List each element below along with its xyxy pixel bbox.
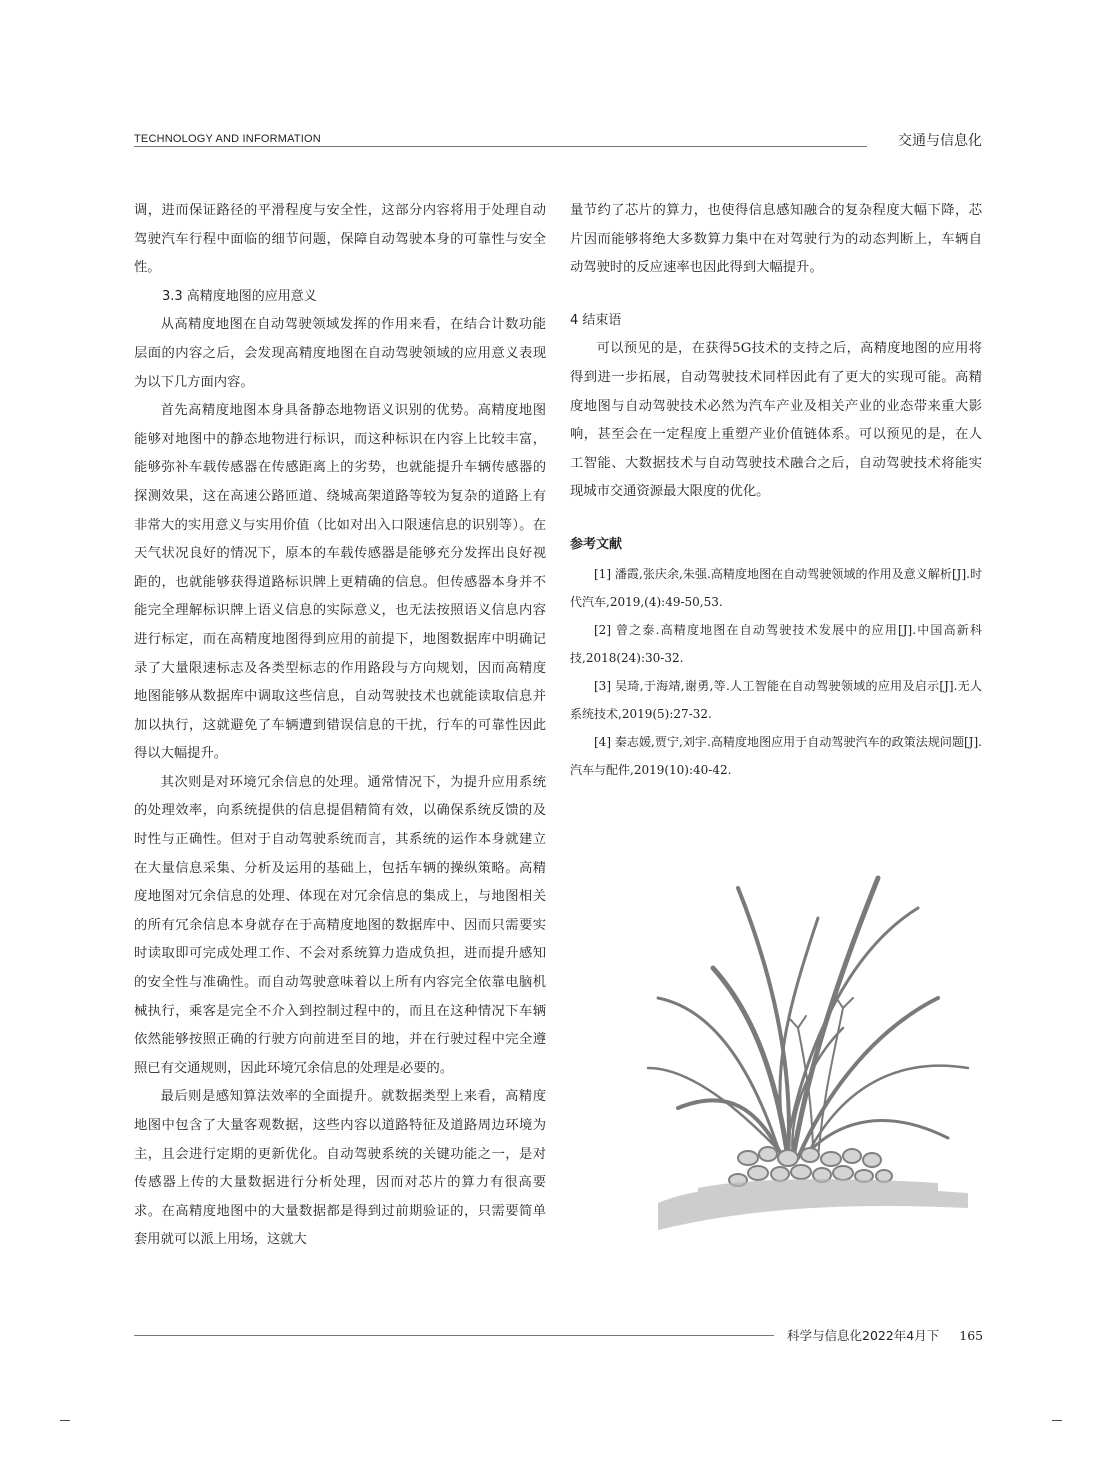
page-footer (787, 1326, 983, 1344)
reference-item: [4] 秦志媛,贾宁,刘宇.高精度地图应用于自动驾驶汽车的政策法规问题[J].汽车与配件,2019(10):40-42. (570, 734, 982, 777)
reference-item: [1] 潘霞,张庆余,朱强.高精度地图在自动驾驶领域的作用及意义解析[J].时代汽车,2019,(4):49-50,53. (570, 566, 982, 609)
crop-mark (60, 1420, 70, 1421)
crop-mark (1052, 1420, 1062, 1421)
paragraph: 最后则是感知算法效率的全面提升。就数据类型上来看，高精度地图中包含了大量客观数据，这些内容以道路特征及道路周边环境为主，且会进行定期的更新优化。自动驾驶系统的关键功能之一，是对传感器上传的大量数据进行分析处理，因而对芯片的算力有很高要求。在高精度地图中的大量数据都是得到过前期验证的，只需要简单套用就可以派上用场，这就大 (134, 1089, 546, 1248)
leaf-stroke (713, 968, 788, 1158)
section-heading-4: 4 结束语 (570, 312, 622, 328)
left-column (134, 197, 546, 1255)
journal-name: 科学与信息化2022年4月下 (787, 1328, 940, 1343)
paragraph: 可以预见的是，在获得5G技术的支持之后，高精度地图的应用将得到进一步拓展，自动驾驶技术同样因此有了更大的实现可能。高精度地图与自动驾驶技术必然为汽车产业及相关产业的业态带来重大影响，甚至会在一定程度上重塑产业价值链体系。可以预见的是，在人工智能、大数据技术与自动驾驶技术融合之后，自动驾驶技术将能实现城市交通资源最大限度的优化。 (570, 341, 982, 500)
reference-item: [2] 曾之泰.高精度地图在自动驾驶技术发展中的应用[J].中国高新科技,2018(24):30-32. (570, 622, 982, 665)
paragraph: 量节约了芯片的算力，也使得信息感知融合的复杂程度大幅下降，芯片因而能够将绝大多数算力集中在对驾驶行为的动态判断上，车辆自动驾驶时的反应速率也因此得到大幅提升。 (570, 203, 982, 276)
reference-item: [3] 吴琦,于海靖,谢勇,等.人工智能在自动驾驶领域的应用及启示[J].无人系统技术,2019(5):27-32. (570, 678, 982, 721)
footer-rule (134, 1335, 774, 1336)
orchid-illustration (638, 858, 988, 1243)
references-heading: 参考文献 (570, 536, 623, 552)
page-number: 165 (959, 1328, 984, 1343)
section-heading-3-3: 3.3 高精度地图的应用意义 (162, 288, 317, 304)
paragraph: 从高精度地图在自动驾驶领域发挥的作用来看，在结合计数功能层面的内容之后，会发现高精度地图在自动驾驶领域的应用意义表现为以下几方面内容。 (134, 317, 546, 390)
paragraph: 调，进而保证路径的平滑程度与安全性，这部分内容将用于处理自动驾驶汽车行程中面临的细节问题，保障自动驾驶本身的可靠性与安全性。 (134, 203, 546, 276)
paragraph: 首先高精度地图本身具备静态地物语义识别的优势。高精度地图能够对地图中的静态地物进行标识，而这种标识在内容上比较丰富，能够弥补车载传感器在传感距离上的劣势，也就能提升车辆传感器的探测效果，这在高速公路匝道、绕城高架道路等较为复杂的道路上有非常大的实用意义与实用价值（比如对出入口限速信息的识别等）。在天气状况良好的情况下，原本的车载传感器是能够充分发挥出良好视距的，也就能够获得道路标识牌上更精确的信息。但传感器本身并不能完全理解标识牌上语义信息的实际意义，也无法按照语义信息内容进行标定，而在高精度地图得到应用的前提下，地图数据库中明确记录了大量限速标志及各类型标志的作用路段与方向规划，因而高精度地图能够从数据库中调取这些信息，自动驾驶技术也就能读取信息并加以执行，这就避免了车辆遭到错误信息的干扰，行车的可靠性因此得以大幅提升。 (134, 403, 546, 762)
leaf-stroke (808, 1066, 968, 1153)
running-header-english: TECHNOLOGY AND INFORMATION (134, 133, 321, 145)
header-rule (134, 146, 867, 147)
right-column (570, 197, 982, 784)
paragraph: 其次则是对环境冗余信息的处理。通常情况下，为提升应用系统的处理效率，向系统提供的信息提倡精简有效，以确保系统反馈的及时性与正确性。但对于自动驾驶系统而言，其系统的运作本身就建立在大量信息采集、分析及运用的基础上，包括车辆的操纵策略。高精度地图对冗余信息的处理、体现在对冗余信息的集成上，与地图相关的所有冗余信息本身就存在于高精度地图的数据库中、因而只需要实时读取即可完成处理工作、不会对系统算力造成负担，进而提升感知的安全性与准确性。而自动驾驶意味着以上所有内容完全依靠电脑机械执行，乘客是完全不介入到控制过程中的，而且在这种情况下车辆依然能够按照正确的行驶方向前进至目的地，并在行驶过程中完全遵照已有交通规则，因此环境冗余信息的处理是必要的。 (134, 774, 546, 1076)
running-header-chinese: 交通与信息化 (898, 133, 982, 149)
